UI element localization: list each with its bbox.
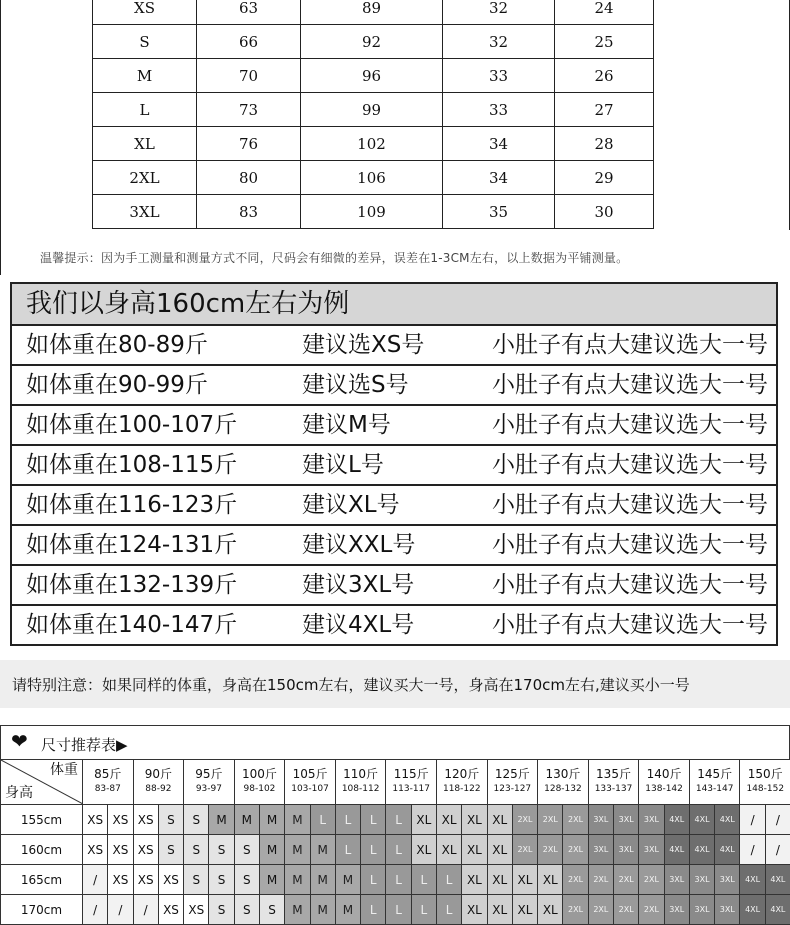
size-suggestion-cell: XS (133, 835, 158, 865)
size-cell: 70 (197, 59, 301, 93)
recommendation-title-bar (0, 725, 790, 759)
size-suggestion-cell: XL (462, 895, 487, 925)
size-suggestion-cell: L (386, 835, 411, 865)
belly-note-text: 小肚子有点大建议选大一号 (492, 492, 768, 518)
belly-note-text: 小肚子有点大建议选大一号 (492, 452, 768, 478)
size-cell: 2XL (93, 161, 197, 195)
size-suggestion-cell: L (386, 895, 411, 925)
size-cell: 29 (555, 161, 654, 195)
size-suggestion-cell: 2XL (538, 835, 563, 865)
weight-column-header (386, 760, 437, 805)
size-suggestion-cell: 3XL (715, 895, 740, 925)
size-suggestion-cell: 4XL (689, 835, 714, 865)
size-suggestion-cell: 2XL (639, 895, 664, 925)
size-cell: 32 (443, 25, 555, 59)
example-row (12, 606, 776, 644)
size-suggestion-cell: 2XL (512, 835, 537, 865)
size-suggestion-cell: 4XL (715, 835, 740, 865)
size-suggestion-cell: L (436, 895, 461, 925)
weight-value: 125斤 (494, 767, 530, 781)
size-suggestion-cell: XL (411, 835, 436, 865)
size-suggestion-cell: 3XL (588, 835, 613, 865)
suggested-size-text: 建议3XL号 (302, 572, 415, 598)
example-row (12, 446, 776, 486)
size-suggestion-cell: M (310, 835, 335, 865)
size-cell: 80 (197, 161, 301, 195)
size-suggestion-cell: / (740, 805, 765, 835)
size-row (93, 59, 654, 93)
size-suggestion-cell: XL (487, 805, 512, 835)
size-cell: 35 (443, 195, 555, 229)
weight-value: 95斤 (195, 767, 223, 781)
belly-note-text: 小肚子有点大建议选大一号 (492, 372, 768, 398)
weight-value: 115斤 (393, 767, 429, 781)
size-suggestion-cell: 3XL (639, 805, 664, 835)
size-cell: 34 (443, 127, 555, 161)
weight-range: 138-142 (645, 784, 683, 794)
size-suggestion-cell: 4XL (664, 835, 689, 865)
weight-range: 128-132 (544, 784, 582, 794)
weight-column-header (689, 760, 740, 805)
size-cell: 26 (555, 59, 654, 93)
size-suggestion-cell: XS (108, 865, 133, 895)
weight-range: 88-92 (145, 784, 172, 794)
size-suggestion-cell: XS (158, 895, 183, 925)
suggested-size-text: 建议M号 (302, 412, 391, 438)
size-cell: 25 (555, 25, 654, 59)
size-suggestion-cell: XS (108, 835, 133, 865)
size-suggestion-cell: XL (487, 865, 512, 895)
size-suggestion-cell: 4XL (664, 805, 689, 835)
size-suggestion-cell: S (209, 835, 234, 865)
size-suggestion-cell: / (765, 805, 790, 835)
size-suggestion-cell: M (335, 865, 360, 895)
weight-column-header (184, 760, 235, 805)
size-suggestion-cell: 2XL (563, 835, 588, 865)
weight-value: 105斤 (292, 767, 328, 781)
weight-range-text: 如体重在80-89斤 (26, 332, 208, 358)
size-cell: XL (93, 127, 197, 161)
size-suggestion-cell: S (158, 805, 183, 835)
size-measurement-table (92, 0, 654, 229)
size-suggestion-cell: M (234, 805, 259, 835)
size-suggestion-cell: 4XL (740, 895, 765, 925)
weight-value: 145斤 (697, 767, 733, 781)
example-row (12, 406, 776, 446)
size-cell: 106 (301, 161, 443, 195)
notice-text: 请特别注意：如果同样的体重，身高在150cm左右，建议买大一号，身高在170cm左右,建议买小一号 (12, 676, 690, 694)
size-suggestion-cell: S (209, 865, 234, 895)
size-row (93, 161, 654, 195)
size-suggestion-cell: XS (184, 895, 209, 925)
size-suggestion-cell: S (209, 895, 234, 925)
size-cell: XS (93, 0, 197, 25)
belly-note-text: 小肚子有点大建议选大一号 (492, 412, 768, 438)
special-notice (0, 660, 790, 708)
weight-range-text: 如体重在124-131斤 (26, 532, 238, 558)
size-suggestion-cell: XS (133, 805, 158, 835)
size-suggestion-cell: 3XL (715, 865, 740, 895)
size-suggestion-cell: 2XL (563, 895, 588, 925)
weight-column-header (588, 760, 639, 805)
size-suggestion-cell: XL (462, 835, 487, 865)
size-suggestion-cell: / (108, 895, 133, 925)
example-row (12, 566, 776, 606)
weight-column-header (133, 760, 184, 805)
size-suggestion-cell: XL (436, 805, 461, 835)
size-suggestion-cell: XL (512, 895, 537, 925)
size-suggestion-cell: 3XL (689, 895, 714, 925)
weight-value: 85斤 (94, 767, 122, 781)
size-cell: 109 (301, 195, 443, 229)
size-suggestion-cell: 2XL (512, 805, 537, 835)
size-suggestion-cell: M (259, 835, 284, 865)
weight-range: 108-112 (341, 784, 380, 794)
size-suggestion-cell: XL (436, 835, 461, 865)
example-row (12, 326, 776, 366)
size-suggestion-cell: 3XL (639, 835, 664, 865)
corner-weight-label: 体重 (50, 762, 78, 778)
corner-height-label: 身高 (5, 785, 33, 801)
weight-value: 130斤 (545, 767, 581, 781)
weight-column-header (487, 760, 538, 805)
heart-icon: ❤ (11, 729, 28, 753)
size-suggestion-cell: 3XL (614, 805, 639, 835)
recommendation-header-row (1, 760, 790, 805)
size-suggestion-cell: L (411, 865, 436, 895)
height-label: 165cm (1, 865, 83, 895)
weight-value: 140斤 (646, 767, 682, 781)
weight-range: 98-102 (243, 784, 276, 794)
weight-range-text: 如体重在100-107斤 (26, 412, 238, 438)
weight-range-text: 如体重在132-139斤 (26, 572, 238, 598)
size-cell: 3XL (93, 195, 197, 229)
weight-range: 93-97 (195, 784, 222, 794)
size-suggestion-cell: XS (133, 865, 158, 895)
size-cell: 73 (197, 93, 301, 127)
weight-column-header (83, 760, 134, 805)
size-row (93, 25, 654, 59)
size-suggestion-cell: 2XL (614, 895, 639, 925)
size-suggestion-cell: S (184, 835, 209, 865)
size-suggestion-cell: L (411, 895, 436, 925)
size-row (93, 127, 654, 161)
size-suggestion-cell: 4XL (689, 805, 714, 835)
size-cell: 32 (443, 0, 555, 25)
size-suggestion-cell: XS (83, 805, 108, 835)
size-cell: 28 (555, 127, 654, 161)
size-suggestion-cell: 2XL (588, 865, 613, 895)
height-row (1, 895, 790, 925)
weight-range-text: 如体重在116-123斤 (26, 492, 238, 518)
suggested-size-text: 建议选S号 (302, 372, 409, 398)
size-suggestion-cell: L (361, 865, 386, 895)
size-suggestion-cell: S (234, 865, 259, 895)
size-suggestion-cell: XL (538, 865, 563, 895)
weight-range: 148-152 (746, 784, 785, 794)
size-suggestion-cell: S (259, 895, 284, 925)
size-cell: 83 (197, 195, 301, 229)
size-suggestion-cell: XL (487, 835, 512, 865)
left-frame-line (0, 0, 1, 275)
weight-range: 143-147 (695, 784, 734, 794)
size-cell: 63 (197, 0, 301, 25)
size-cell: L (93, 93, 197, 127)
example-row (12, 526, 776, 566)
size-suggestion-cell: L (361, 895, 386, 925)
size-recommendation-table (0, 725, 790, 925)
recommendation-title: 尺寸推荐表▶ (41, 736, 128, 754)
belly-note-text: 小肚子有点大建议选大一号 (492, 572, 768, 598)
weight-value: 100斤 (242, 767, 277, 781)
weight-value: 90斤 (144, 767, 172, 781)
size-cell: 27 (555, 93, 654, 127)
weight-range-text: 如体重在108-115斤 (26, 452, 238, 478)
size-row (93, 93, 654, 127)
size-cell: 34 (443, 161, 555, 195)
height-row (1, 865, 790, 895)
size-suggestion-cell: 4XL (765, 865, 790, 895)
size-suggestion-cell: S (158, 835, 183, 865)
size-suggestion-cell: S (184, 865, 209, 895)
corner-header (1, 760, 83, 805)
weight-range: 83-87 (94, 784, 121, 794)
size-cell: M (93, 59, 197, 93)
size-suggestion-cell: XL (411, 805, 436, 835)
size-suggestion-cell: M (259, 805, 284, 835)
size-suggestion-cell: S (184, 805, 209, 835)
size-suggestion-cell: / (740, 835, 765, 865)
weight-range-text: 如体重在90-99斤 (26, 372, 208, 398)
height-label: 155cm (1, 805, 83, 835)
size-cell: 33 (443, 59, 555, 93)
size-suggestion-cell: L (386, 865, 411, 895)
weight-column-header (639, 760, 690, 805)
weight-column-header (285, 760, 336, 805)
size-suggestion-cell: L (361, 835, 386, 865)
size-suggestion-cell: / (83, 865, 108, 895)
size-cell: 89 (301, 0, 443, 25)
size-suggestion-cell: 3XL (588, 805, 613, 835)
size-suggestion-cell: XS (158, 865, 183, 895)
weight-value: 150斤 (747, 767, 783, 781)
suggested-size-text: 建议选XS号 (302, 332, 425, 358)
belly-note-text: 小肚子有点大建议选大一号 (492, 532, 768, 558)
height-row (1, 805, 790, 835)
example-row (12, 486, 776, 526)
size-suggestion-cell: L (335, 805, 360, 835)
size-cell: 102 (301, 127, 443, 161)
size-suggestion-cell: 3XL (614, 835, 639, 865)
size-suggestion-cell: 3XL (689, 865, 714, 895)
size-suggestion-cell: S (234, 895, 259, 925)
size-suggestion-cell: 2XL (538, 805, 563, 835)
size-suggestion-cell: M (285, 895, 310, 925)
size-cell: S (93, 25, 197, 59)
weight-range: 133-137 (594, 784, 633, 794)
measurement-tip: 温馨提示：因为手工测量和测量方式不同，尺码会有细微的差异，误差在1-3CM左右，以上数据为平铺测量。 (40, 251, 629, 265)
size-cell: 30 (555, 195, 654, 229)
size-suggestion-cell: L (361, 805, 386, 835)
size-suggestion-cell: XS (108, 805, 133, 835)
size-cell: 66 (197, 25, 301, 59)
size-suggestion-cell: XL (512, 865, 537, 895)
size-suggestion-cell: 2XL (639, 865, 664, 895)
weight-range: 103-107 (291, 784, 329, 794)
size-suggestion-cell: 2XL (563, 865, 588, 895)
example-heading: 我们以身高160cm左右为例 (12, 284, 776, 326)
size-suggestion-cell: / (83, 895, 108, 925)
suggested-size-text: 建议L号 (302, 452, 384, 478)
size-suggestion-cell: 2XL (614, 865, 639, 895)
size-cell: 24 (555, 0, 654, 25)
size-suggestion-cell: 4XL (740, 865, 765, 895)
size-row (93, 0, 654, 25)
weight-range: 118-122 (442, 784, 481, 794)
size-suggestion-cell: M (285, 865, 310, 895)
size-suggestion-cell: M (285, 835, 310, 865)
size-suggestion-cell: XL (462, 805, 487, 835)
height-label: 160cm (1, 835, 83, 865)
size-cell: 92 (301, 25, 443, 59)
size-suggestion-cell: S (234, 835, 259, 865)
size-suggestion-cell: 2XL (563, 805, 588, 835)
size-suggestion-cell: / (765, 835, 790, 865)
size-suggestion-cell: XL (462, 865, 487, 895)
size-suggestion-cell: L (335, 835, 360, 865)
example-row (12, 366, 776, 406)
height-label: 170cm (1, 895, 83, 925)
size-cell: 76 (197, 127, 301, 161)
size-suggestion-cell: XS (83, 835, 108, 865)
weight-column-header (234, 760, 285, 805)
size-cell: 96 (301, 59, 443, 93)
size-suggestion-cell: 4XL (765, 895, 790, 925)
weight-range: 113-117 (392, 784, 430, 794)
example-box (10, 282, 778, 646)
size-suggestion-cell: 4XL (715, 805, 740, 835)
suggested-size-text: 建议XL号 (302, 492, 400, 518)
size-suggestion-cell: L (386, 805, 411, 835)
weight-value: 135斤 (596, 767, 631, 781)
belly-note-text: 小肚子有点大建议选大一号 (492, 612, 768, 638)
size-suggestion-cell: M (335, 895, 360, 925)
size-suggestion-cell: 3XL (664, 895, 689, 925)
size-suggestion-cell: / (133, 895, 158, 925)
size-suggestion-cell: XL (538, 895, 563, 925)
suggested-size-text: 建议4XL号 (302, 612, 415, 638)
weight-range: 123-127 (493, 784, 532, 794)
weight-column-header (436, 760, 487, 805)
size-suggestion-cell: XL (487, 895, 512, 925)
size-suggestion-cell: 3XL (664, 865, 689, 895)
weight-column-header (538, 760, 589, 805)
weight-range-text: 如体重在140-147斤 (26, 612, 238, 638)
weight-value: 110斤 (343, 767, 379, 781)
height-row (1, 835, 790, 865)
weight-column-header (740, 760, 790, 805)
weight-value: 120斤 (444, 767, 480, 781)
size-suggestion-cell: 2XL (588, 895, 613, 925)
size-row (93, 195, 654, 229)
size-suggestion-cell: M (259, 865, 284, 895)
size-suggestion-cell: L (310, 805, 335, 835)
size-suggestion-cell: M (310, 895, 335, 925)
size-suggestion-cell: L (436, 865, 461, 895)
size-suggestion-cell: M (285, 805, 310, 835)
suggested-size-text: 建议XXL号 (302, 532, 416, 558)
weight-column-header (335, 760, 386, 805)
size-cell: 99 (301, 93, 443, 127)
belly-note-text: 小肚子有点大建议选大一号 (492, 332, 768, 358)
size-suggestion-cell: M (310, 865, 335, 895)
size-suggestion-cell: M (209, 805, 234, 835)
size-cell: 33 (443, 93, 555, 127)
